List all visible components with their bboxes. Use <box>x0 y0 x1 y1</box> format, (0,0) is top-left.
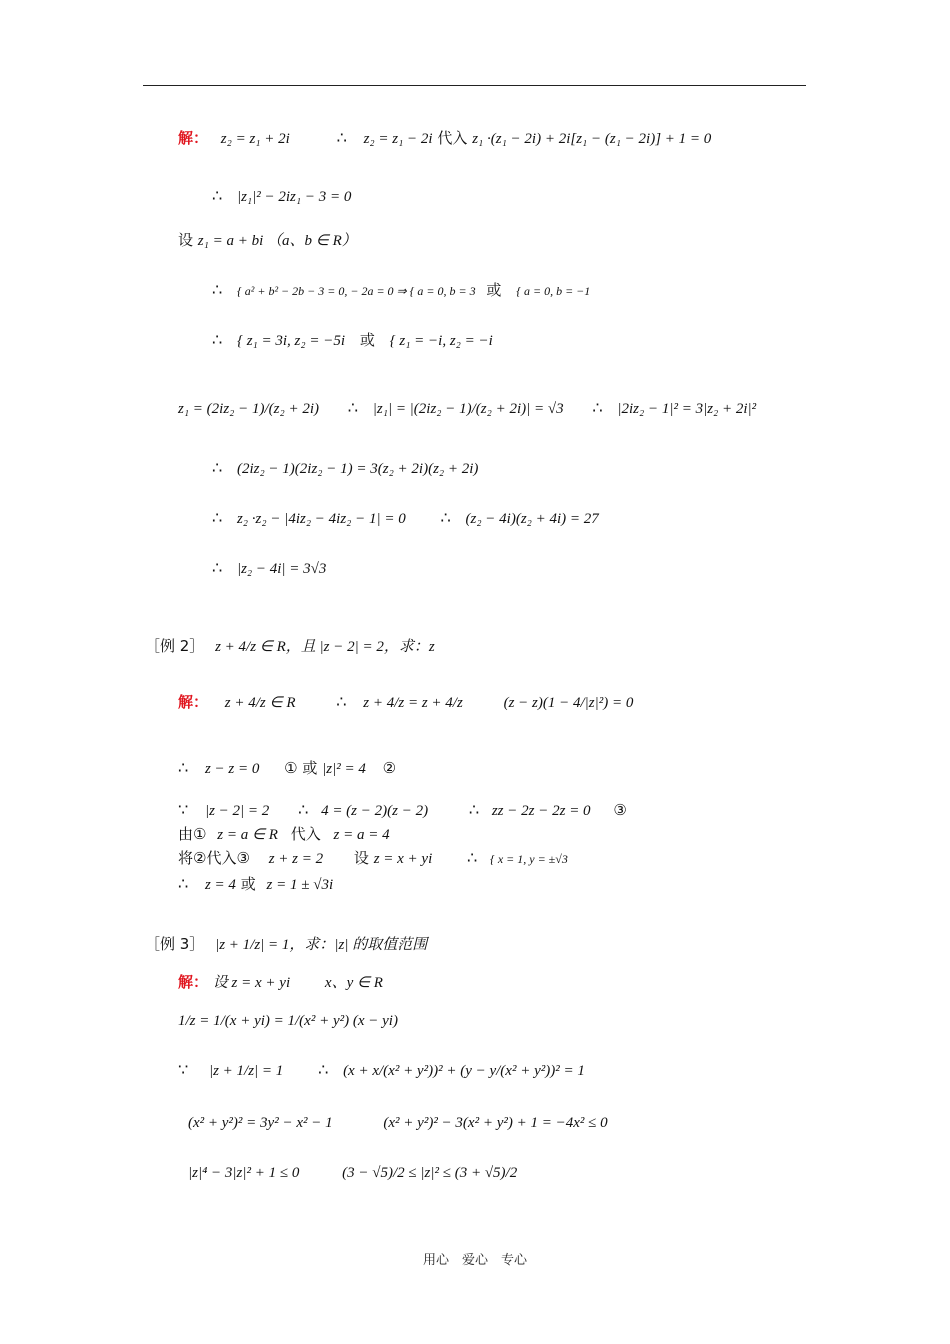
formula: 设 z = x + yi <box>212 975 291 991</box>
formula: |2iz₂ − 1|² = 3|z₂ + 2i|² <box>617 401 757 417</box>
therefore-symbol: ∴ <box>468 800 480 819</box>
solution-1-line-5 <box>212 330 493 351</box>
therefore-symbol: ∴ <box>336 128 347 147</box>
example-3-line-1 <box>178 972 383 993</box>
example-2-line-1 <box>178 692 633 713</box>
formula: z₁ ·(z₁ − 2i) + 2i[z₁ − (z₁ − 2i)] + 1 = 0 <box>472 131 712 147</box>
formula: |z|⁴ − 3|z|² + 1 ≤ 0 <box>188 1165 300 1181</box>
therefore-symbol: ∴ <box>212 280 223 299</box>
example-2-line-6 <box>178 874 333 895</box>
example-label: ［例 2］ <box>145 637 205 655</box>
solution-1-line-1 <box>178 128 711 149</box>
solution-1-line-4 <box>212 280 590 301</box>
example-label: ［例 3］ <box>145 935 205 953</box>
solution-2-line-2 <box>212 458 478 479</box>
text: 代入 <box>437 129 468 147</box>
example-2-line-4 <box>178 824 390 845</box>
formula: (z − z)(1 − 4/|z|²) = 0 <box>503 695 634 711</box>
text: 或 <box>240 875 256 893</box>
because-symbol: ∵ <box>178 800 189 819</box>
therefore-symbol: ∴ <box>336 692 347 711</box>
example-3-line-3 <box>178 1060 585 1081</box>
example-3-question <box>145 934 427 955</box>
formula: z + z = 2 <box>268 851 324 867</box>
text: 设 <box>178 231 194 249</box>
example-3-line-5 <box>188 1162 517 1183</box>
system-of-equations: { z₁ = 3i, z₂ = −5i <box>236 333 346 349</box>
text: 代入 <box>290 825 321 843</box>
formula: z₁ = a + bi （a、b ∈ R） <box>197 233 357 249</box>
formula: |z + 1/z| = 1 <box>208 1063 284 1079</box>
formula: z − z = 0 <box>204 761 260 777</box>
formula: x、y ∈ R <box>324 975 383 991</box>
therefore-symbol: ∴ <box>178 874 189 893</box>
header-rule <box>143 85 806 86</box>
formula: z₁ = (2iz₂ − 1)/(z₂ + 2i) <box>178 401 320 417</box>
formula: z = 1 ± √3i <box>266 877 334 893</box>
formula: |z₁|² − 2iz₁ − 3 = 0 <box>236 189 352 205</box>
text: 或 <box>486 281 502 299</box>
example-3-line-4 <box>188 1112 608 1133</box>
therefore-symbol: ∴ <box>298 800 309 819</box>
formula: z₂ ·z₂ − |4iz₂ − 4iz₂ − 1| = 0 <box>236 511 406 527</box>
solution-1-line-2 <box>212 186 351 207</box>
example-2-line-5 <box>178 848 568 869</box>
example-3-line-2 <box>178 1010 398 1031</box>
formula: (x + x/(x² + y²))² + (y − y/(x² + y²))² = 1 <box>343 1063 585 1079</box>
question-text: z + 4/z ∈ R，且 |z − 2| = 2，求：z <box>215 639 435 655</box>
solution-label: 解： <box>178 693 209 711</box>
formula: z₂ = z₁ + 2i <box>220 131 290 147</box>
therefore-symbol: ∴ <box>178 758 189 777</box>
therefore-symbol: ∴ <box>212 558 223 577</box>
formula: z + 4/z = z + 4/z <box>363 695 463 711</box>
formula: |z|² = 4 <box>322 761 366 777</box>
formula: zz − 2z − 2z = 0 <box>491 803 591 819</box>
text: 由① <box>178 825 207 843</box>
solution-1-line-3 <box>178 230 357 251</box>
system-of-equations: { a = 0, b = −1 <box>516 284 591 298</box>
question-text: |z + 1/z| = 1，求：|z| 的取值范围 <box>215 937 428 953</box>
page-footer: 用心 爱心 专心 <box>422 1253 527 1268</box>
because-symbol: ∵ <box>178 1060 189 1079</box>
system-of-equations: { z₁ = −i, z₂ = −i <box>389 333 493 349</box>
formula: 4 = (z − 2)(z − 2) <box>321 803 429 819</box>
formula: z = a = 4 <box>333 827 390 843</box>
text: 将②代入③ <box>178 849 250 867</box>
formula: z = 4 <box>204 877 236 893</box>
formula: (2iz₂ − 1)(2iz₂ − 1) = 3(z₂ + 2i)(z₂ + 2i) <box>236 461 479 477</box>
system-of-equations: { x = 1, y = ±√3 <box>490 852 568 866</box>
formula: (3 − √5)/2 ≤ |z|² ≤ (3 + √5)/2 <box>342 1165 518 1181</box>
example-2-line-2 <box>178 758 396 779</box>
solution-2-line-4 <box>212 558 326 579</box>
formula: (x² + y²)² − 3(x² + y²) + 1 = −4x² ≤ 0 <box>383 1115 608 1131</box>
therefore-symbol: ∴ <box>212 508 223 527</box>
example-2-line-3 <box>178 800 627 821</box>
text: ② <box>382 759 397 777</box>
therefore-symbol: ∴ <box>212 458 223 477</box>
solution-2-line-1 <box>178 398 756 419</box>
system-of-equations: { a² + b² − 2b − 3 = 0, − 2a = 0 ⇒ { a = 0, b = 3 <box>236 284 476 298</box>
therefore-symbol: ∴ <box>212 186 223 205</box>
formula: z + 4/z ∈ R <box>224 695 296 711</box>
formula: (z₂ − 4i)(z₂ + 4i) = 27 <box>465 511 599 527</box>
formula: |z₂ − 4i| = 3√3 <box>236 561 327 577</box>
therefore-symbol: ∴ <box>467 848 478 867</box>
therefore-symbol: ∴ <box>318 1060 329 1079</box>
solution-label: 解： <box>178 129 209 147</box>
therefore-symbol: ∴ <box>440 508 451 527</box>
formula: |z₁| = |(2iz₂ − 1)/(z₂ + 2i)| = √3 <box>372 401 564 417</box>
formula: z₂ = z₁ − 2i <box>363 131 433 147</box>
formula: z = a ∈ R <box>217 827 278 843</box>
formula: |z − 2| = 2 <box>204 803 270 819</box>
solution-label: 解： <box>178 973 209 991</box>
therefore-symbol: ∴ <box>347 398 358 417</box>
formula: z = x + yi <box>373 851 433 867</box>
formula: (x² + y²)² = 3y² − x² − 1 <box>188 1115 333 1131</box>
text: 设 <box>353 849 369 867</box>
therefore-symbol: ∴ <box>212 330 223 349</box>
text: 或 <box>359 331 375 349</box>
text: ③ <box>613 801 627 819</box>
therefore-symbol: ∴ <box>592 398 603 417</box>
text: ① 或 <box>284 759 318 777</box>
formula: 1/z = 1/(x + yi) = 1/(x² + y²) (x − yi) <box>178 1013 398 1029</box>
solution-2-line-3 <box>212 508 599 529</box>
example-2-question <box>145 636 435 657</box>
